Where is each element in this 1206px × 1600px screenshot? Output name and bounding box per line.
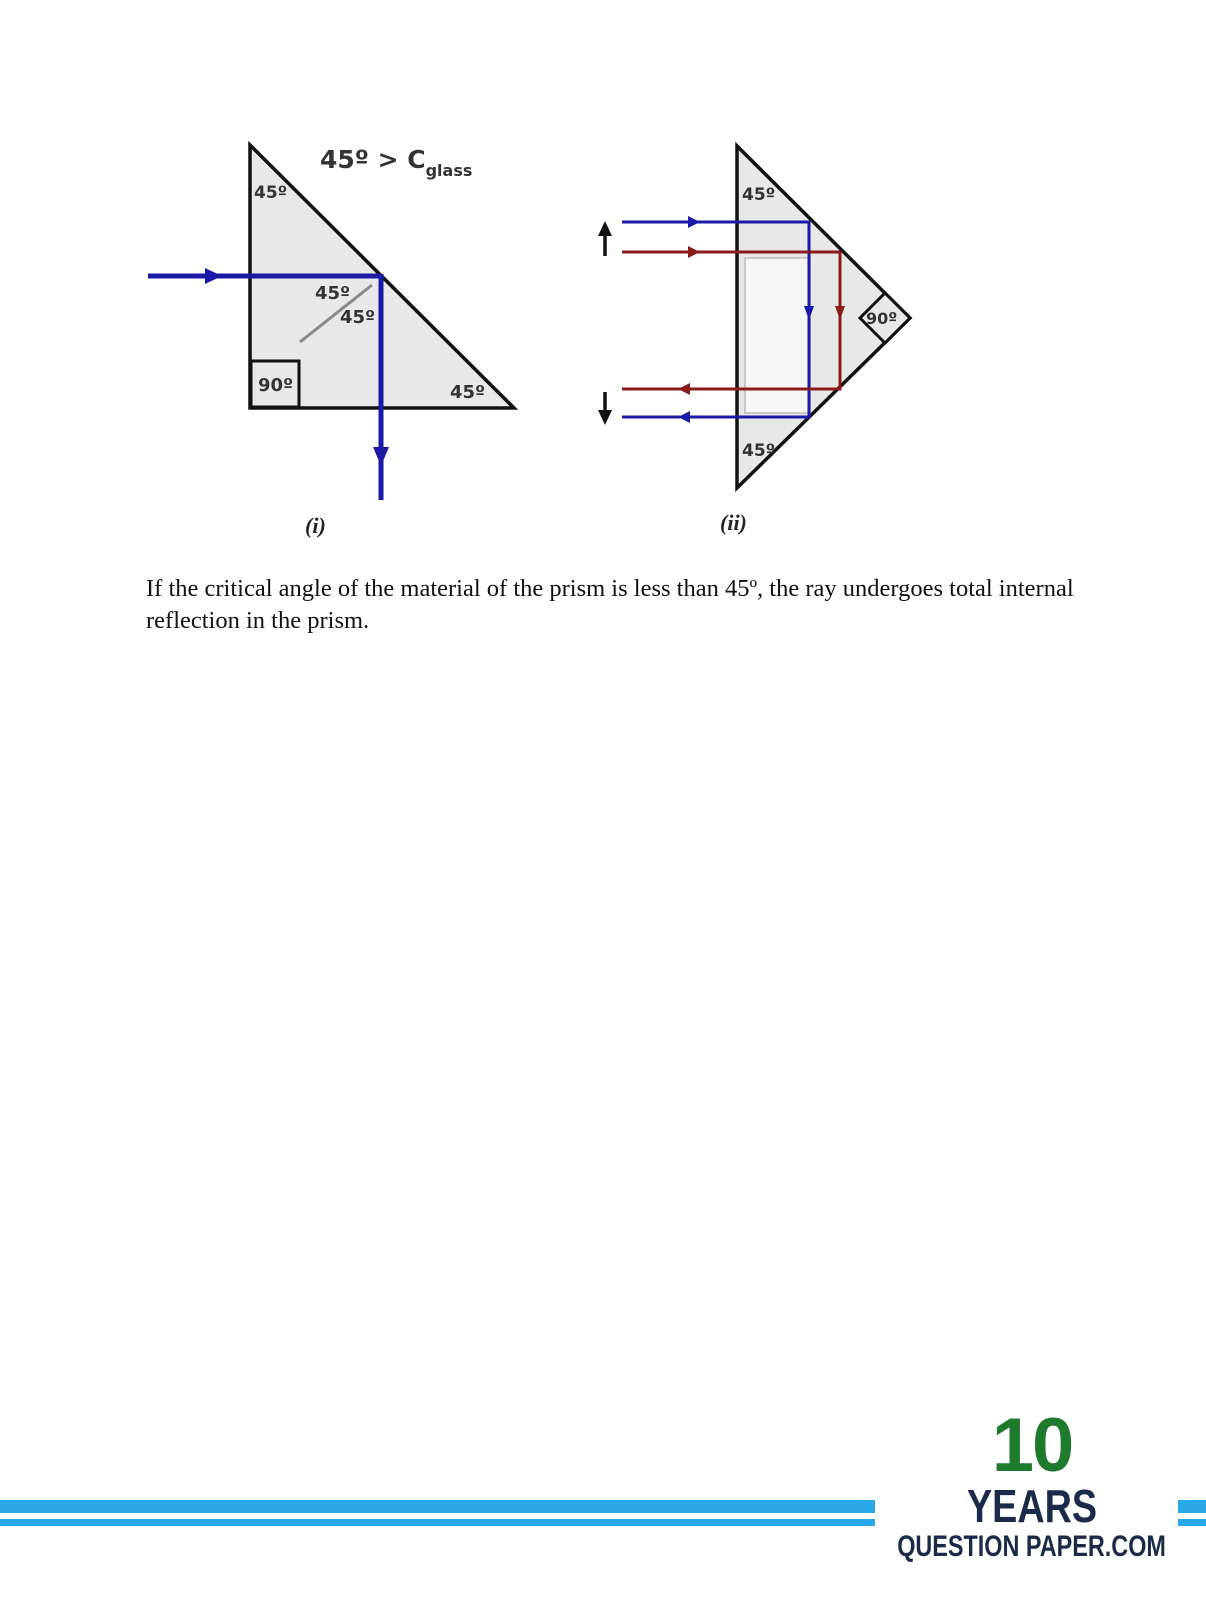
incident-arrow	[205, 268, 222, 284]
right-angle-label-two: 90º	[866, 309, 898, 328]
corner-top-label: 45º	[254, 183, 288, 203]
incidence-label: 45º	[315, 283, 351, 304]
prism-one	[148, 145, 514, 538]
caption-ii: (ii)	[720, 510, 747, 535]
corner-top-label-two: 45º	[742, 185, 776, 205]
up-arrow-icon	[598, 221, 612, 256]
reflected-arrow	[373, 447, 389, 466]
explanation-paragraph: If the critical angle of the material of the prism is less than 45º, the ray undergoes total internal reflection in the prism.	[146, 574, 1074, 634]
logo-years: YEARS	[967, 1480, 1097, 1532]
logo-number: 10	[991, 1403, 1073, 1488]
corner-bottom-label-two: 45º	[742, 441, 776, 461]
prism-diagram	[0, 0, 1206, 540]
prism-two	[598, 146, 910, 535]
right-angle-label: 90º	[258, 375, 294, 396]
corner-bottom-label: 45º	[450, 382, 486, 403]
logo-site-name: QUESTION PAPER.COM	[897, 1530, 1166, 1563]
caption-i: (i)	[305, 513, 326, 538]
site-logo	[882, 1403, 1182, 1564]
down-arrow-icon	[598, 392, 612, 425]
condition-label: 45º > $C_{glass}$	[320, 145, 473, 180]
reflection-label: 45º	[340, 307, 376, 328]
